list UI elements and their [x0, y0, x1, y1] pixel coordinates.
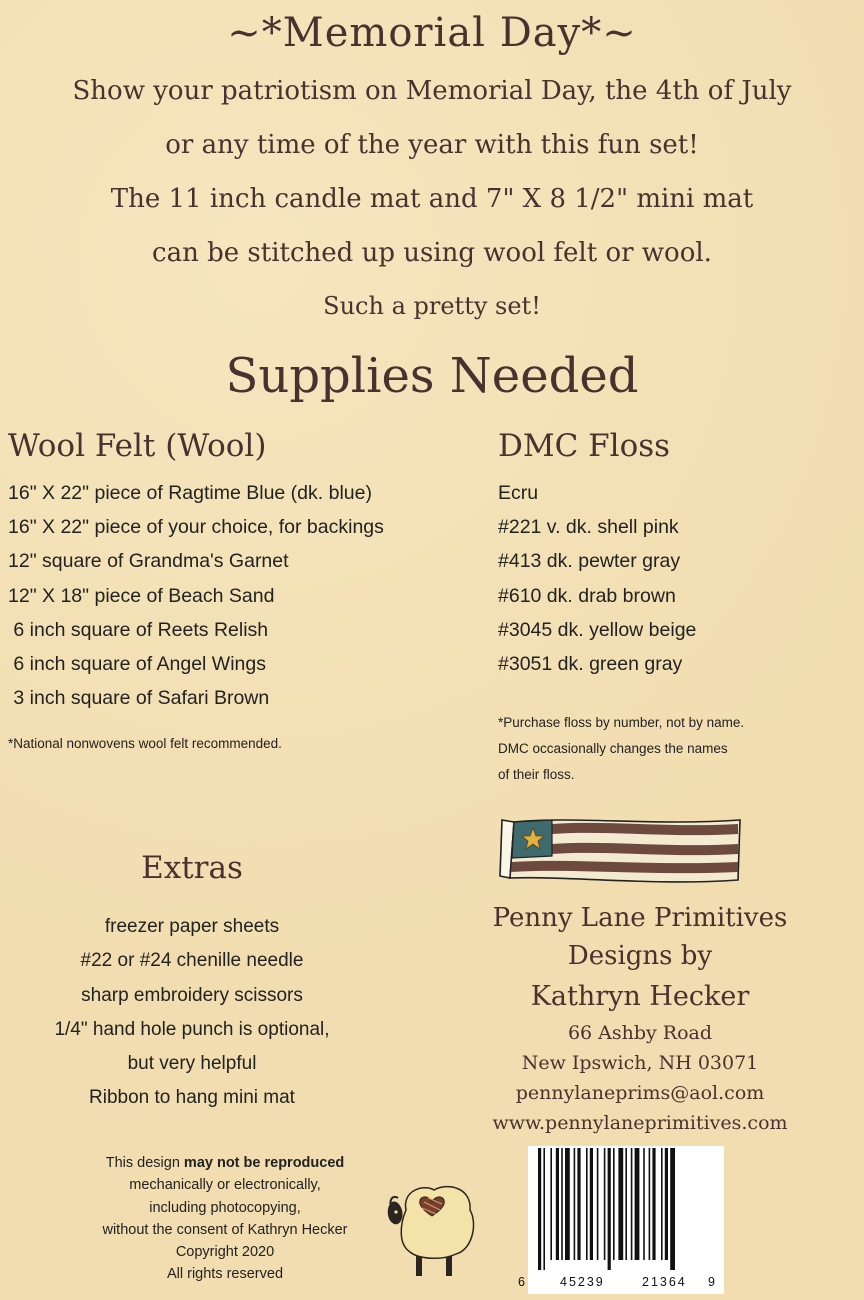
list-item: 6 inch square of Angel Wings — [8, 652, 266, 675]
copyright-line: including photocopying, — [149, 1199, 301, 1216]
list-item: freezer paper sheets — [104, 916, 280, 937]
barcode-bar — [608, 1148, 611, 1270]
intro-line: or any time of the year with this fun set! — [165, 130, 699, 160]
barcode-bar — [586, 1148, 588, 1260]
list-item: sharp embroidery scissors — [81, 984, 303, 1006]
designs-by-label: Designs by — [567, 941, 713, 971]
list-item: 1/4" hand hole punch is optional, — [54, 1018, 330, 1040]
barcode-bar — [604, 1148, 606, 1260]
barcode-bar — [625, 1148, 627, 1260]
barcode-bar — [613, 1148, 615, 1260]
floss-note-line: DMC occasionally changes the names — [498, 741, 728, 756]
floss-note-line: of their floss. — [498, 767, 575, 782]
copyright-line: mechanically or electronically, — [129, 1177, 321, 1194]
list-item: 16" X 22" piece of your choice, for backings — [8, 516, 384, 539]
copyright-notice — [30, 1152, 420, 1286]
barcode-bar — [661, 1148, 663, 1260]
list-item: 16" X 22" piece of Ragtime Blue (dk. blue) — [8, 482, 372, 504]
wool-felt-note: *National nonwovens wool felt recommended. — [8, 736, 282, 751]
barcode-bar — [565, 1148, 570, 1260]
barcode-bar — [538, 1148, 541, 1270]
street-address: 66 Ashby Road — [567, 1022, 713, 1044]
dmc-floss-heading: DMC Floss — [498, 428, 671, 464]
barcode-bar — [556, 1148, 559, 1260]
wool-felt-list — [8, 476, 384, 715]
copyright-line: Copyright 2020 — [175, 1244, 275, 1261]
email-address: pennylaneprims@aol.com — [515, 1082, 765, 1104]
intro-line: The 11 inch candle mat and 7" X 8 1/2" mini mat — [110, 184, 754, 214]
list-item: but very helpful — [127, 1053, 257, 1075]
list-item: #22 or #24 chenille needle — [80, 950, 304, 972]
barcode-digits-left: 45239 — [560, 1275, 605, 1289]
list-item: #221 v. dk. shell pink — [498, 516, 679, 539]
flag-illustration — [494, 812, 742, 888]
list-item: Ribbon to hang mini mat — [89, 1087, 295, 1109]
supplies-heading: Supplies Needed — [225, 348, 639, 404]
copyright-line: without the consent of Kathryn Hecker — [102, 1221, 348, 1238]
intro-line: Such a pretty set! — [323, 292, 541, 320]
barcode-bars — [536, 1148, 714, 1270]
barcode-bar — [597, 1148, 599, 1260]
barcode-bar — [550, 1148, 552, 1260]
wool-felt-heading: Wool Felt (Wool) — [8, 428, 267, 464]
barcode-bar — [590, 1148, 593, 1260]
barcode-digit: 6 — [518, 1275, 525, 1289]
barcode-bar — [618, 1148, 623, 1260]
company-name: Penny Lane Primitives — [492, 903, 788, 933]
list-item: 3 inch square of Safari Brown — [8, 687, 270, 710]
list-item: #413 dk. pewter gray — [498, 550, 681, 573]
designer-name: Kathryn Hecker — [530, 981, 750, 1012]
barcode-bar — [670, 1148, 675, 1270]
barcode-bar — [561, 1148, 563, 1260]
list-item: Ecru — [498, 482, 539, 504]
copyright-line: This design may not be reproduced — [105, 1155, 345, 1171]
intro-line: Show your patriotism on Memorial Day, the 4th of July — [72, 76, 792, 106]
barcode-bar — [631, 1148, 633, 1260]
barcode-digit: 9 — [708, 1275, 715, 1289]
barcode-bar — [635, 1148, 640, 1260]
list-item: 12" X 18" piece of Beach Sand — [8, 584, 275, 607]
extras-heading: Extras — [141, 850, 243, 886]
intro-line: can be stitched up using wool felt or wool. — [152, 238, 712, 268]
list-item: 12" square of Grandma's Garnet — [8, 550, 289, 573]
list-item: 6 inch square of Reets Relish — [8, 618, 269, 641]
floss-note-line: *Purchase floss by number, not by name. — [498, 715, 745, 730]
page-title: ~*Memorial Day*~ — [227, 10, 637, 56]
barcode-bar — [652, 1148, 655, 1260]
list-item: #610 dk. drab brown — [498, 584, 676, 607]
barcode-bar — [543, 1148, 545, 1270]
barcode-digits-right: 21364 — [642, 1275, 687, 1289]
barcode-bar — [643, 1148, 645, 1260]
barcode-bar — [574, 1148, 576, 1260]
copyright-line: All rights reserved — [166, 1266, 284, 1283]
barcode-bar — [665, 1148, 668, 1260]
barcode-bar — [577, 1148, 580, 1260]
floss-note — [498, 710, 744, 788]
dmc-floss-list — [498, 476, 696, 681]
list-item: #3051 dk. green gray — [498, 652, 683, 675]
barcode — [528, 1146, 724, 1294]
list-item: #3045 dk. yellow beige — [498, 618, 697, 641]
sheep-icon — [384, 1180, 478, 1282]
website-url: www.pennylaneprimitives.com — [492, 1112, 788, 1134]
extras-list — [0, 910, 384, 1116]
designer-info — [440, 900, 840, 1138]
city-address: New Ipswich, NH 03071 — [521, 1052, 759, 1074]
barcode-bar — [649, 1148, 651, 1260]
